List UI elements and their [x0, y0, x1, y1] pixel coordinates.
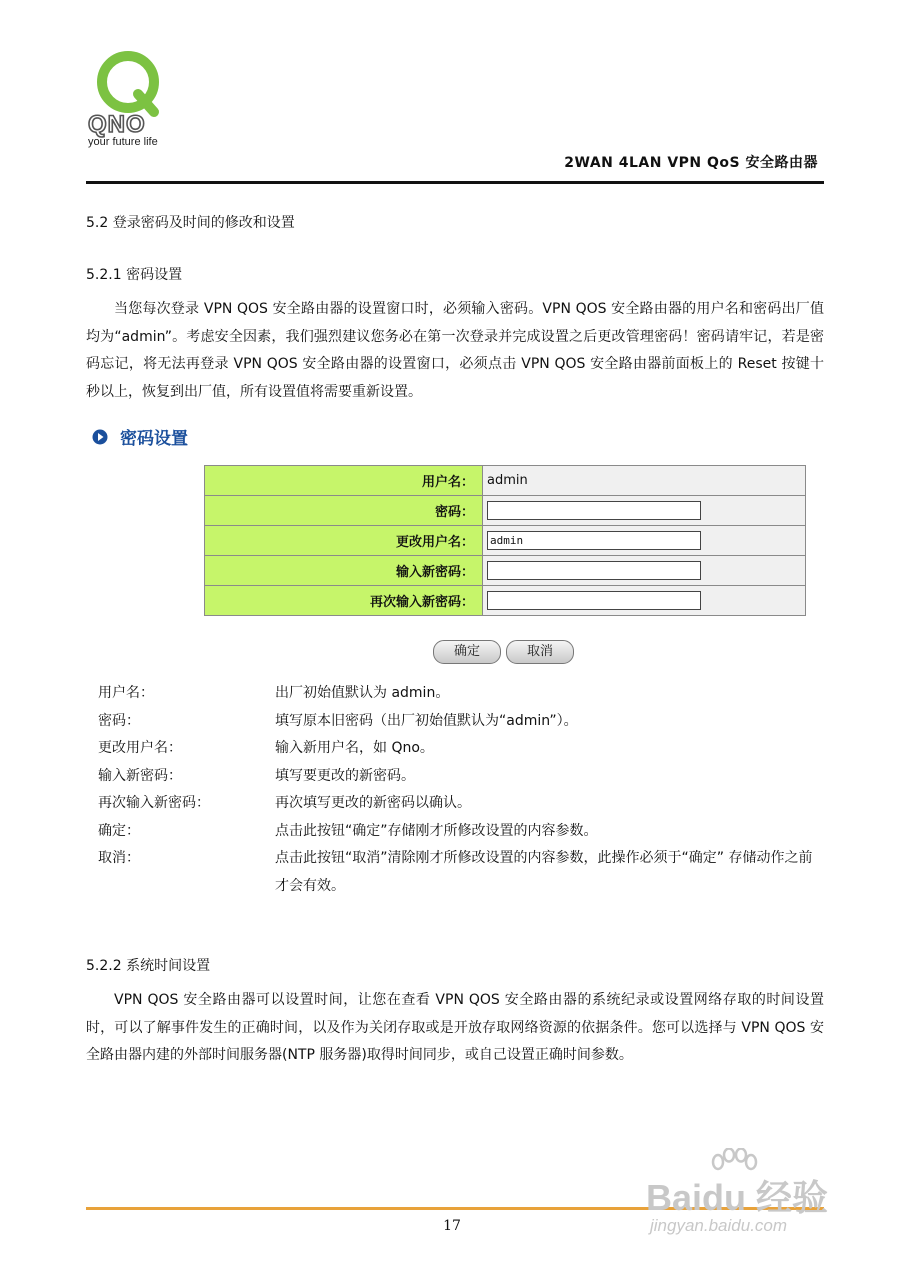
circle-arrow-icon	[92, 429, 108, 445]
definition-row	[98, 845, 824, 900]
definition-desc: 填写要更改的新密码。	[275, 767, 415, 784]
intro-paragraph: 当您每次登录 VPN QOS 安全路由器的设置窗口时，必须输入密码。VPN QOS 安全路由器的用户名和密码出厂值均为“admin”。考虑安全因素，我们强烈建议您务必在第一次登录并完成设置之后更改管理密码！密码请牢记，若是密码忘记，将无法再登录 VPN QOS 安全路由器的设置窗口，必须点击 VPN QOS 安全路由器前面板上的 Reset 按键十秒以上，恢复到出厂值，所有设置值将需要重新设置。	[86, 301, 824, 400]
definition-desc: 输入新用户名，如 Qno。	[275, 740, 434, 756]
definition-term: 取消：	[98, 850, 140, 866]
password-form-table	[204, 465, 806, 616]
definition-term: 确定：	[98, 822, 140, 839]
definition-term: 更改用户名：	[98, 740, 182, 756]
form-row-confirm-password	[205, 586, 806, 616]
definition-row	[98, 708, 824, 736]
document-title: 2WAN 4LAN VPN QoS 安全路由器	[564, 155, 818, 171]
new-password-label: 输入新密码：	[205, 556, 483, 586]
confirm-password-input[interactable]	[487, 591, 701, 610]
password-label: 密码：	[205, 496, 483, 526]
username-value: admin	[483, 466, 806, 496]
definition-row	[98, 735, 824, 763]
section-heading-5-2-1: 5.2.1 密码设置	[86, 267, 183, 283]
section-heading-5-2: 5.2 登录密码及时间的修改和设置	[86, 215, 295, 231]
form-row-new-password	[205, 556, 806, 586]
ok-button[interactable]: 确定	[433, 640, 501, 664]
page-number: 17	[443, 1218, 461, 1234]
definition-term: 再次输入新密码：	[98, 795, 210, 811]
field-definitions	[98, 680, 824, 900]
definition-term: 输入新密码：	[98, 767, 182, 784]
confirm-password-label: 再次输入新密码：	[205, 586, 483, 616]
definition-term: 密码：	[98, 712, 140, 729]
username-label: 用户名：	[205, 466, 483, 496]
panel-heading	[92, 424, 188, 449]
definition-row	[98, 790, 824, 818]
cancel-button[interactable]: 取消	[506, 640, 574, 664]
definition-desc: 再次填写更改的新密码以确认。	[275, 795, 471, 811]
form-buttons	[433, 640, 574, 664]
definition-desc: 点击此按钮“确定”存储刚才所修改设置的内容参数。	[275, 822, 598, 839]
section-heading-5-2-2: 5.2.2 系统时间设置	[86, 958, 211, 974]
new-password-input[interactable]	[487, 561, 701, 580]
new-username-input[interactable]: admin	[487, 531, 701, 550]
form-row-password	[205, 496, 806, 526]
logo-tagline: your future life	[88, 136, 158, 148]
definition-term: 用户名：	[98, 685, 154, 701]
new-username-label: 更改用户名：	[205, 526, 483, 556]
panel-title: 密码设置	[120, 429, 188, 449]
header-divider	[86, 181, 824, 184]
definition-desc: 点击此按钮“取消”清除刚才所修改设置的内容参数，此操作必须于“确定” 存储动作之前才会有效。	[275, 850, 813, 894]
password-input[interactable]	[487, 501, 701, 520]
logo-text: QNO	[88, 111, 146, 138]
definition-desc: 出厂初始值默认为 admin。	[275, 685, 450, 701]
form-row-username	[205, 466, 806, 496]
form-row-new-username	[205, 526, 806, 556]
time-paragraph: VPN QOS 安全路由器可以设置时间，让您在查看 VPN QOS 安全路由器的系统纪录或设置网络存取的时间设置时，可以了解事件发生的正确时间，以及作为关闭存取或是开放存取网络资源的依据条件。您可以选择与 VPN QOS 安全路由器内建的外部时间服务器(NTP 服务器)取得时间同步，或自己设置正确时间参数。	[86, 992, 824, 1063]
watermark-main-text: Baidu 经验	[646, 1177, 829, 1218]
watermark-url: jingyan.baidu.com	[650, 1216, 788, 1235]
definition-row	[98, 818, 824, 846]
definition-desc: 填写原本旧密码（出厂初始值默认为“admin”）。	[275, 712, 578, 729]
definition-row	[98, 680, 824, 708]
definition-row	[98, 763, 824, 791]
